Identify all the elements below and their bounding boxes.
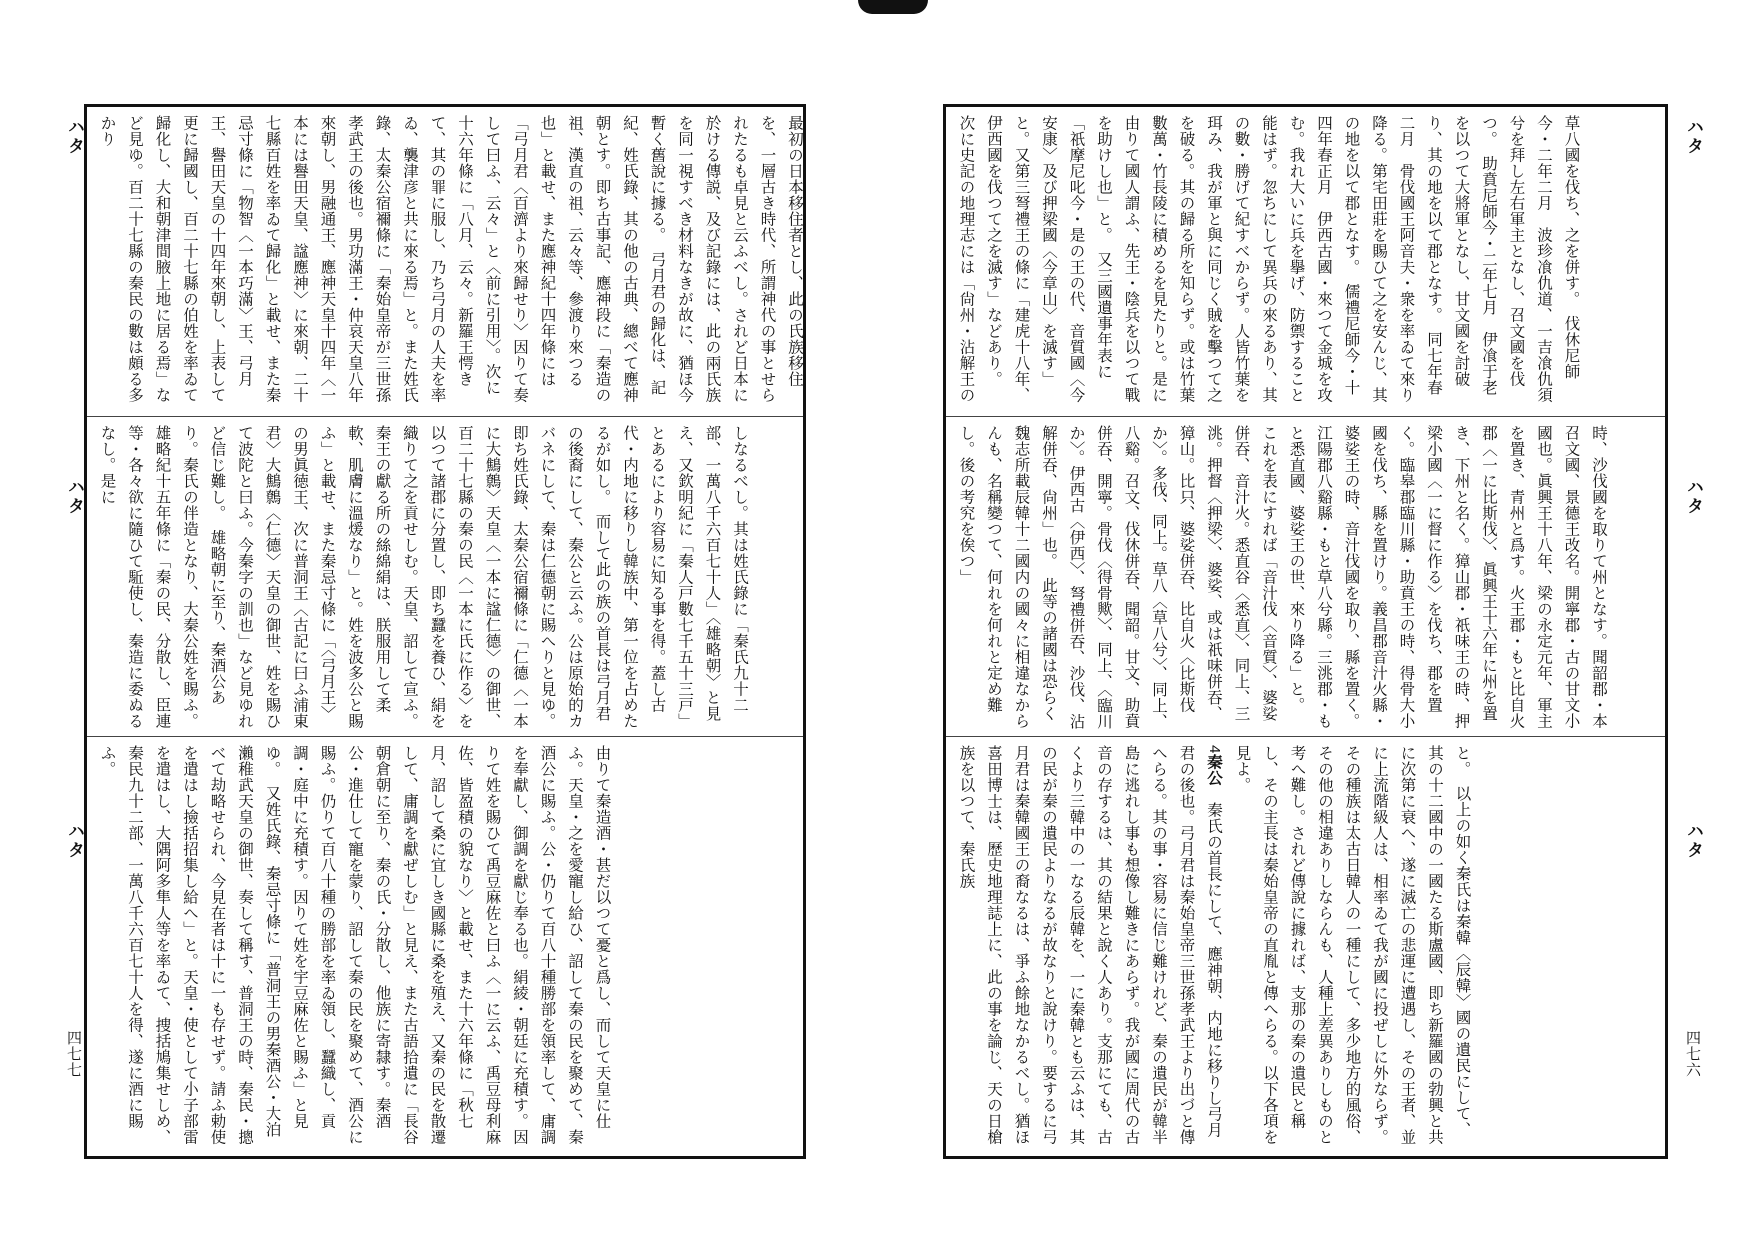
running-head: ハタ (1683, 478, 1703, 516)
running-head: ハタ (1683, 822, 1703, 860)
section-text: と。 以上の如く秦氏は秦韓〈辰韓〉國の遺民にして、其の十二國中の一國たる斯盧國、即ち新羅國の勃興と共に次第に衰へ、遂に滅亡の悲運に遭遇し、その王者、並に上流階級人は、相率ゐて我が國に投ぜしに外ならず。その種族は太古日韓人の一種にして、多少地方的風俗、その他の相違ありしならんも、人種上差異ありしものと考へ難し。されど傳說に據れば、支那の秦の遺民と稱し、その主長は秦始皇帝の直胤と傳へらる。以下各項を見よ。 (1233, 745, 1472, 1145)
section-number: 4 (1206, 745, 1223, 754)
right-band-top (952, 115, 1659, 411)
left-band-middle (93, 425, 797, 731)
band-divider (87, 736, 803, 737)
running-head: ハタ (64, 478, 84, 516)
binding-mark (858, 0, 928, 14)
running-head: ハタ (1683, 118, 1703, 156)
running-head: ハタ (64, 822, 84, 860)
left-band-top (93, 115, 804, 411)
section-title: 秦公 (1205, 753, 1224, 786)
band-divider (946, 416, 1665, 417)
page-number: 四七六 (1684, 1030, 1702, 1078)
right-page (943, 104, 1668, 1159)
left-page (84, 104, 806, 1159)
body-text (952, 745, 1476, 1150)
body-text: しなるべし。其は姓氏錄に「秦氏九十二部、一萬八千六百七十人」〈雄略朝〉と見え、又欽明紀に「秦人戸數七千五十三戸」とあるにより容易に知る事を得。蓋し古代・内地に移りし韓族中、第一位を占めたるが如し。 而して此の族の首長は弓月君の後裔にして、秦公と云ふ。公は原始的カバネにして、秦は仁德朝に賜へりと見ゆ。即ち姓氏錄、太秦公宿禰條に「仁德〈一本に大鷦鷯〉天皇〈一本に諡仁德〉の御世、百二十七縣の秦の民〈一本に氏に作る〉を以つて諸郡に分置し、即ち蠶を養ひ、絹を織りて之を貢せしむ。天皇、詔して宣ふ。秦王の獻る所の絲綿絹は、朕服用して柔軟、肌膚に溫煖なり」と。姓を波多公と賜ふ」と載せ、また秦忌寸條に「〈弓月王〉の男眞徳王、次に普洞王〈古記に曰ふ浦東君〉大鷦鷯〈仁德〉天皇の御世、姓を賜ひて波陀と曰ふ。今秦字の訓也」など見ゆれど信じ難し。 雄略朝に至り、秦酒公あり。秦氏の伴造となり、大秦公姓を賜ふ。雄略紀十五年條に「秦の民、分散し、臣連等・各々欲に隨ひて駈使し、秦造に委ぬるなし。是に (98, 425, 749, 729)
body-text: 由りて秦造酒・甚だ以つて憂と爲し、而して天皇に仕ふ。天皇・之を愛寵し給ひ、詔して秦の民を聚めて、秦酒公に賜ふ。公・仍りて百八十種勝部を領率して、庸調を奉獻し、御調を獻じ奉る也。絹綾・朝廷に充積す。因りて姓を賜ひて禹豆麻佐と曰ふ〈一に云ふ、禹豆母利麻佐、皆盈積の貌なり〉と載せ、また十六年條に「秋七月、詔して桑に宜しき國縣に桑を殖え、又秦の民を散遷して、庸調を獻ぜしむ」と見え、また古語拾遺に「長谷朝倉朝に至り、秦の氏・分散し、他族に寄隸す。秦酒公・進仕して寵を蒙り、詔して秦の民を聚めて、酒公に賜ふ。仍りて百八十種の勝部を率ゐ領し、蠶織し、貢調・庭中に充積す。因りて姓を宇豆麻佐と賜ふ」と見ゆ。 又姓氏錄、秦忌寸條に「普洞王の男秦酒公・大泊瀨稚武天皇の御世、奏して稱す、普洞王の時、秦民・摠べて劫略せられ、今見在者は十に一も存せず。請ふ勅使を遣はし撿括招集し給へ」と。天皇・使として小子部雷を遣はし、大隅阿多隼人等を率ゐて、捜括鳩集せしめ、秦民九十二部、一萬八千六百七十人を得、遂に酒に賜ふ。 (98, 745, 612, 1145)
right-band-middle (952, 425, 1659, 731)
body-text: 時、沙伐國を取りて州となす。聞韶郡・本召文國、景德王改名。開寧郡・古の甘文小國也。眞興王十八年、梁の永定元年、軍主を置き、青州と爲す。火王郡・もと比自火郡〈一に比斯伐〉、眞興王十六年に州を置き、下州と名く。獐山郡・祇味王の時、押梁小國〈一に督に作る〉を伐ち、郡を置く。臨皋郡臨川縣・助賁王の時、得骨大小國を伐ち、縣を置けり。義昌郡音汁火縣・婆娑王の時、音汁伐國を取り、縣を置く。江陽郡八谿縣・もと草八兮縣。三洮郡・もと悉直國、婆娑王の世、來り降る」と。 これを表にすれば「音汁伐〈音質〉、婆娑併吞、音汁火。悉直谷〈悉直〉、同上、三洮。押督〈押梁〉、婆娑、或は祇味併吞、獐山。比只、婆娑併吞、比自火〈比斯伐か〉。多伐、同上。草八〈草八兮〉、同上、八谿。召文、伐休併吞、聞韶。甘文、助賁併吞、開寧。骨伐〈得骨歟〉、同上、〈臨川か〉。伊西古〈伊西〉、弩禮併吞、沙伐、沾解併吞、尙州」也。 此等の諸國は恐らく魏志所載辰韓十二國内の國々に相違なからんも、名稱變つて、何れを何れと定め難し。後の考究を俟つ」 (957, 425, 1608, 730)
right-band-bottom (952, 745, 1659, 1150)
section-text: 秦氏の首長にして、應神朝、内地に移りし弓月君の後也。弓月君は秦始皇帝三世孫孝武王より出づと傳へらる。其の事・容易に信じ難けれど、秦の遺民が韓半島に逃れし事も想像し難きにあらず。我が國に周代の古音の存するは、其の結果と說く人あり。支那にても、古くより三韓中の一なる辰韓を、一に秦韓とも云ふは、其の民が秦の遺民よりなるが故なりと說けり。要するに弓月君は秦韓國王の裔なるは、爭ふ餘地なかるべし。猶ほ喜田博士は、歷史地理誌上に、此の事を論じ、天の日槍族を以つて、秦氏族 (957, 745, 1223, 1145)
body-text: 最初の日本移住者とし、此の氏族移住を、一層古き時代、所謂神代の事とせられたるも卓見と云ふべし。されど日本に於ける傳説、及び記錄には、此の兩氏族を同一視すべき材料なきが故に、猶ほ今暫く舊說に據る。 弓月君の歸化は、記紀、姓氏錄、其の他の古典、總べて應神朝とす。即ち古事記、應神段に「秦造の祖、漢直の祖、云々等、參渡り來つる也」と載せ、また應神紀十四年條には「弓月君〈百濟より來歸せり〉因りて奏して曰ふ、云々」と〈前に引用〉。次に十六年條に「八月、云々。新羅王愕きて、其の罪に服し、乃ち弓月の人夫を率ゐ、襲津彦と共に來る焉」と。また姓氏錄、太秦公宿禰條に「秦始皇帝が三世孫孝武王の後也。男功滿王・仲哀天皇八年來朝し、男融通王、應神天皇十四年〈一本には譽田天皇、諡應神〉に來朝、二十七縣百姓を率ゐて歸化」と載せ、また秦忌寸條に「物智〈一本巧滿〉王、弓月王、譽田天皇の十四年來朝し、上表して更に歸國し、百二十七縣の伯姓を率ゐて歸化し、大和朝津間腋上地に居る焉」など見ゆ。百二十七縣の秦民の數は頗る多かり (98, 115, 804, 403)
page-number: 四七七 (65, 1030, 83, 1078)
body-text: 草八國を伐ち、之を併す。 伐休尼師今・二年二月 波珍飡仇道、一吉飡仇須兮を拜し左右軍主となし、召文國を伐つ。 助賁尼師今・二年七月 伊飡于老を以つて大將軍となし、甘文國を討破り、其の地を以て郡となす。 同七年春二月 骨伐國王阿音夫・衆を率ゐて來り降る。第宅田莊を賜ひて之を安んじ、其の地を以て郡となす。 儒禮尼師今・十四年春正月 伊西古國・來つて金城を攻む。我れ大いに兵を擧げ、防禦すること能はず。忽ちにして異兵の來るあり、其の數・勝げて紀すべからず。人皆竹葉を珥み、我が軍と與に同じく賊を擊つて之を破る。其の歸る所を知らず。或は竹葉數萬・竹長陵に積めるを見たりと。是に由りて國人謂ふ、先王・陰兵を以つて戰を助けし也」と。 又三國遺事年表に「祇摩尼叱今・是の王の代、音質國〈今安康〉及び押梁國〈今章山〉を滅す」と。又第三弩禮王の條に「建虎十八年、伊西國を伐つて之を滅す」などあり。 次に史記の地理志には「尙州・沾解王の (957, 115, 1581, 403)
band-divider (87, 416, 803, 417)
running-head: ハタ (64, 118, 84, 156)
band-divider (946, 736, 1665, 737)
left-band-bottom (93, 745, 797, 1150)
